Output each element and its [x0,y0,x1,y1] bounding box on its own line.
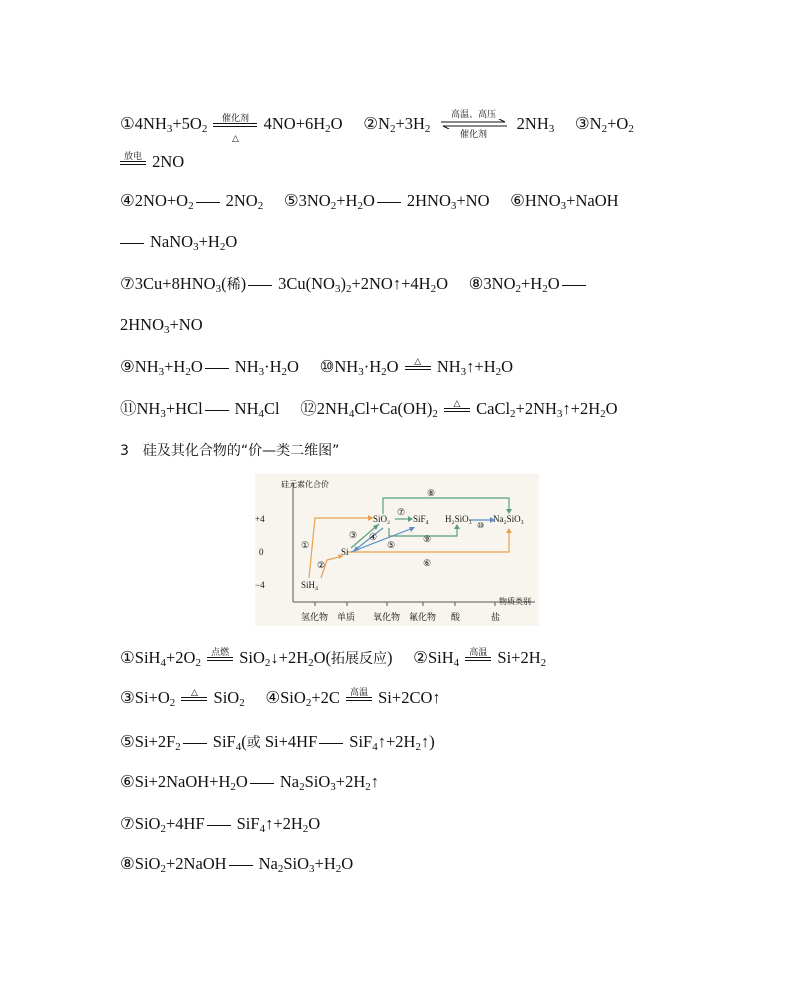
arrow-label-3: ③ [349,530,358,540]
species-na2sio3: Na₂SiO₃ [493,514,524,524]
si-equation-5: ⑦SiO$_2$+4HF $SiF_4↑+2H_2O$ [120,814,321,835]
y-tick-minus4: −4 [255,580,265,590]
si-equation-3: $⑤Si+2F_2$ SiF$_4$(或 Si+4HF $SiF_4↑+2H_2↑$) [120,732,435,753]
condition-high-temp: 高温 [346,697,372,701]
equation-line-2: 放电 2NO [120,152,184,172]
arrow-label-5: ⑤ [387,540,396,550]
equation-line-8: $⑪NH_3+HCl$ $NH_4Cl$ $⑫2NH_4Cl+Ca(OH)_2$ △ $CaCl_2+2NH_3↑+2H_2O$ [120,399,618,420]
species-sio2: SiO₂ [373,514,391,524]
si-equation-6: ⑧SiO$_2$+2NaOH $Na_2SiO_3+H_2O$ [120,854,354,875]
arrow-label-8: ⑧ [427,488,436,498]
equation-line-1: $①4NH_3+5O_2$ 催化剂 △ $4NO+6H_2O$ $②N_2+3H_2$ 高温、高压 催化剂 $2NH_3$ $③N_2+O_2$ [120,110,634,145]
x-tick-oxide: 氧化物 [373,613,401,623]
condition-heat: △ [405,366,431,370]
si-equation-4: $⑥Si+2NaOH+H_2O$ $Na_2SiO_3+2H_2↑$ [120,772,379,793]
equation-line-6: $2HNO_3+NO$ [120,315,203,336]
x-tick-hydride: 氢化物 [301,613,329,623]
arrow-label-6: ⑥ [423,558,432,568]
arrow-label-1: ① [301,540,310,550]
arrow-label-7: ⑦ [397,507,406,517]
y-axis-title: 硅元素化合价 [281,480,329,489]
section-title: 3 硅及其化合物的“价—类二维图” [120,443,340,459]
y-tick-plus4: +4 [255,514,265,524]
si-equation-1: $①SiH_4+2O_2$ 点燃 $SiO_2↓+2H_2O$(拓展反应) ②SiH$_4$ 高温 $Si+2H_2$ [120,648,547,669]
arrow-label-2: ② [317,560,326,570]
equation-line-5: $⑦3Cu+8HNO_3$(稀) $3Cu(NO_3)_2+2NO↑+4H_2O$ $⑧3NO_2+H_2O$ [120,274,592,295]
arrow-label-10: ⑩ [477,521,485,530]
condition-discharge: 放电 [120,161,146,165]
si-equation-2: $③Si+O_2$ △ SiO$_2$ ④SiO$_2$+2C 高温 Si+2CO↑ [120,688,441,709]
condition-ignite: 点燃 [207,657,233,661]
species-si: Si [341,547,349,557]
y-tick-0: 0 [259,547,264,557]
arrow-label-4: ④ [369,532,378,542]
x-tick-acid: 酸 [451,613,461,623]
x-tick-fluoride: 氟化物 [409,613,437,623]
x-tick-element: 单质 [337,613,356,623]
species-sih4: SiH₄ [301,580,319,590]
equation-line-7: $⑨NH_3+H_2O$ $NH_3\cdot H_2O$ $⑩NH_3\cdot H_2O$ △ $NH_3↑+H_2O$ [120,357,514,378]
equation-line-3: $④2NO+O_2$ $2NO_2$ $⑤3NO_2+H_2O$ $2HNO_3+NO$ $⑥HNO_3+NaOH$ [120,191,619,212]
arrow-label-9: ⑨ [423,534,432,544]
species-h2sio3: H₂SiO₃ [445,514,472,524]
condition-high-temp: 高温 [465,657,491,661]
equation-line-4: $NaNO_3+H_2O$ [120,232,237,252]
condition-heat: △ [181,697,207,701]
condition-heat: △ [444,408,470,412]
species-sif4: SiF₄ [413,514,429,524]
x-axis-title: 物质类别 [499,597,531,606]
condition-catalyst-heat: 催化剂 △ [213,123,257,127]
silicon-valence-class-diagram [255,474,539,626]
reversible-arrow: 高温、高压 催化剂 [439,121,509,129]
x-tick-salt: 盐 [491,613,501,623]
